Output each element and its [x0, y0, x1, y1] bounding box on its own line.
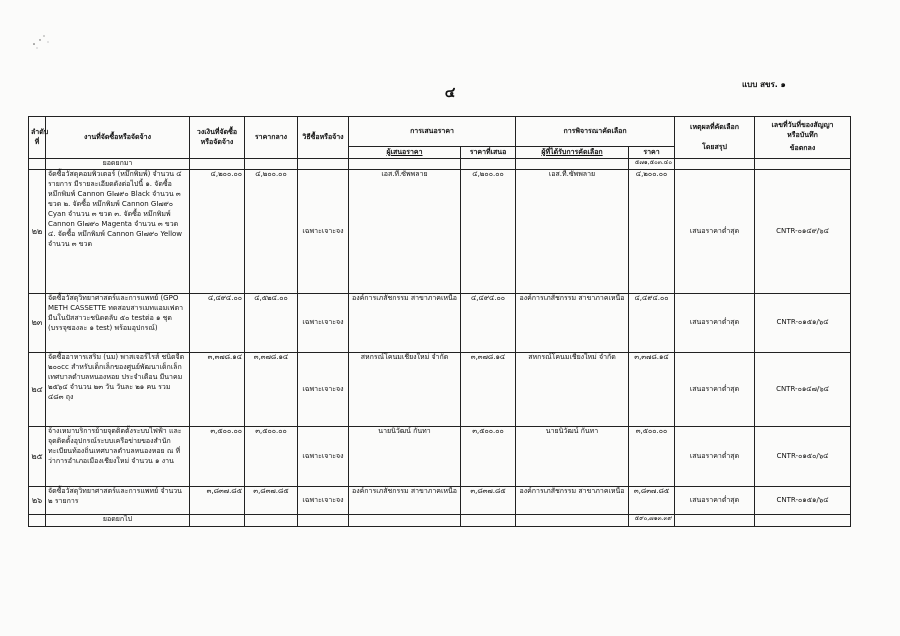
row-select-price: ๔,๔๙๔.๐๐	[629, 294, 675, 353]
row-no: ๒๔	[29, 353, 46, 427]
scan-specks	[28, 30, 68, 56]
row-select-vendor: นายนิวัฒน์ กันทา	[516, 427, 629, 487]
col-header-select-group: การพิจารณาคัดเลือก	[516, 117, 675, 147]
row-budget: ๓,๘๓๗.๘๕	[190, 487, 245, 515]
procurement-table	[28, 116, 851, 527]
row-reason: เสนอราคาต่ำสุด	[675, 427, 755, 487]
row-select-vendor: องค์การเภสัชกรรม สาขาภาคเหนือ	[516, 294, 629, 353]
col-header-reason-line2: โดยสรุป	[702, 142, 727, 151]
col-header-offer-vendor: ผู้เสนอราคา	[349, 147, 461, 159]
carried-forward-amount: ๕๗๑,๕๐๓.๔๐	[629, 159, 675, 170]
col-header-contract-line3: ข้อตกลง	[789, 144, 816, 153]
row-work: จัดซื้อวัสดุวิทยาศาสตร์และการแพทย์ (GPO METH CASSETTE ทดสอบสารเมทแอมเฟตามีนในปัสสาวะชนิดตลับ ๕๐ testต่อ ๑ ชุด (บรรจุซองละ ๑ test) พร้อมอุปกรณ์)	[46, 294, 190, 353]
row-work: จัดซื้ออาหารเสริม (นม) พาสเจอร์ไรส์ ชนิดจืด ๒๐๐cc สำหรับเด็กเล็กของศูนย์พัฒนาเด็กเล็กเทศบาลตำบลหนองหอย ประจำเดือน มีนาคม ๒๕๖๔ จำนวน ๒๓ วัน วันละ ๒๑ คน รวม ๔๘๓ ถุง	[46, 353, 190, 427]
col-header-select-price: ราคา	[629, 147, 675, 159]
row-reason: เสนอราคาต่ำสุด	[675, 170, 755, 294]
row-work: จัดซื้อวัสดุคอมพิวเตอร์ (หมึกพิมพ์) จำนวน ๔ รายการ มีรายละเอียดดังต่อไปนี้ ๑. จัดซื้อ หมึกพิมพ์ Cannon GI๗๙๐ Black จำนวน ๓ ขวด ๒. จัดซื้อ หมึกพิมพ์ Cannon GI๗๙๐ Cyan จำนวน ๓ ขวด ๓. จัดซื้อ หมึกพิมพ์ Cannon GI๗๙๐ Magenta จำนวน ๓ ขวด ๔. จัดซื้อ หมึกพิมพ์ Cannon GI๗๙๐ Yellow จำนวน ๓ ขวด	[46, 170, 190, 294]
row-work: จัดซื้อวัสดุวิทยาศาสตร์และการแพทย์ จำนวน ๒ รายการ	[46, 487, 190, 515]
row-no: ๒๖	[29, 487, 46, 515]
row-select-vendor: องค์การเภสัชกรรม สาขาภาคเหนือ	[516, 487, 629, 515]
col-header-median: ราคากลาง	[245, 117, 298, 159]
table-row	[29, 427, 851, 487]
row-select-price: ๓,๘๓๗.๘๕	[629, 487, 675, 515]
row-offer-vendor: องค์การเภสัชกรรม สาขาภาคเหนือ	[349, 487, 461, 515]
row-contract: CNTR-๐๑๔๙/๖๔	[755, 170, 851, 294]
row-method: เฉพาะเจาะจง	[298, 294, 349, 353]
row-offer-price: ๓,๓๗๘.๑๔	[461, 353, 516, 427]
row-reason: เสนอราคาต่ำสุด	[675, 294, 755, 353]
row-work: จ้างเหมาบริการย้ายจุดติดตั้งระบบไฟฟ้า และจุดติดตั้งอุปกรณ์ระบบเครือข่ายของสำนักทะเบียนท้องถิ่นเทศบาลตำบลหนองหอย ณ ที่ว่าการอำเภอเมืองเชียงใหม่ จำนวน ๑ งาน	[46, 427, 190, 487]
page-number: ๔	[444, 85, 456, 101]
carried-over-amount: ๕๙๐,๗๑๓.๓๙	[629, 515, 675, 527]
col-header-no: ลำดับที่	[29, 117, 46, 159]
row-offer-price: ๔,๔๙๔.๐๐	[461, 294, 516, 353]
col-header-budget-line1: วงเงินที่จัดซื้อ	[196, 127, 238, 136]
row-offer-price: ๔,๒๐๐.๐๐	[461, 170, 516, 294]
row-contract: CNTR-๐๑๔๗/๖๔	[755, 353, 851, 427]
row-median: ๓,๕๐๐.๐๐	[245, 427, 298, 487]
row-contract: CNTR-๐๑๕๑/๖๔	[755, 294, 851, 353]
table-row	[29, 353, 851, 427]
col-header-work: งานที่จัดซื้อหรือจัดจ้าง	[46, 117, 190, 159]
row-budget: ๓,๕๐๐.๐๐	[190, 427, 245, 487]
row-offer-vendor: สหกรณ์โคนมเชียงใหม่ จำกัด	[349, 353, 461, 427]
col-header-offer-price: ราคาที่เสนอ	[461, 147, 516, 159]
row-select-price: ๓,๓๗๘.๑๔	[629, 353, 675, 427]
table-row	[29, 170, 851, 294]
row-offer-vendor: องค์การเภสัชกรรม สาขาภาคเหนือ	[349, 294, 461, 353]
row-method: เฉพาะเจาะจง	[298, 353, 349, 427]
form-code: แบบ สขร. ๑	[742, 80, 786, 89]
row-no: ๒๓	[29, 294, 46, 353]
col-header-contract-line1: เลขที่วันที่ของสัญญา	[771, 120, 834, 129]
row-select-vendor: เอส.ที.ซัพพลาย	[516, 170, 629, 294]
row-offer-vendor: เอส.ที.ซัพพลาย	[349, 170, 461, 294]
row-select-price: ๓,๕๐๐.๐๐	[629, 427, 675, 487]
row-budget: ๔,๒๐๐.๐๐	[190, 170, 245, 294]
row-reason: เสนอราคาต่ำสุด	[675, 487, 755, 515]
table-row	[29, 294, 851, 353]
row-contract: CNTR-๐๑๕๐/๖๔	[755, 427, 851, 487]
col-header-contract-line2: หรือบันทึก	[787, 130, 818, 139]
col-header-method: วิธีซื้อหรือจ้าง	[298, 117, 349, 159]
col-header-offer-group: การเสนอราคา	[349, 117, 516, 147]
carried-over-label: ยอดยกไป	[46, 515, 190, 527]
row-offer-price: ๓,๘๓๗.๘๕	[461, 487, 516, 515]
col-header-reason-line1: เหตุผลที่คัดเลือก	[690, 122, 739, 131]
row-reason: เสนอราคาต่ำสุด	[675, 353, 755, 427]
col-header-budget-line2: หรือจัดจ้าง	[200, 137, 234, 146]
row-median: ๓,๓๗๘.๑๔	[245, 353, 298, 427]
col-header-contract	[755, 117, 851, 159]
table-row	[29, 487, 851, 515]
row-select-price: ๔,๒๐๐.๐๐	[629, 170, 675, 294]
row-budget: ๔,๔๙๔.๐๐	[190, 294, 245, 353]
col-header-budget	[190, 117, 245, 159]
row-contract: CNTR-๐๑๕๑/๖๔	[755, 487, 851, 515]
carried-over-row	[29, 515, 851, 527]
row-offer-price: ๓,๕๐๐.๐๐	[461, 427, 516, 487]
col-header-select-vendor: ผู้ที่ได้รับการคัดเลือก	[516, 147, 629, 159]
row-no: ๒๒	[29, 170, 46, 294]
col-header-reason	[675, 117, 755, 159]
row-select-vendor: สหกรณ์โคนมเชียงใหม่ จำกัด	[516, 353, 629, 427]
row-method: เฉพาะเจาะจง	[298, 170, 349, 294]
carried-forward-row	[29, 159, 851, 170]
row-offer-vendor: นายนิวัฒน์ กันทา	[349, 427, 461, 487]
row-no: ๒๕	[29, 427, 46, 487]
row-median: ๔,๒๐๐.๐๐	[245, 170, 298, 294]
row-median: ๓,๘๓๗.๘๕	[245, 487, 298, 515]
row-method: เฉพาะเจาะจง	[298, 427, 349, 487]
carried-forward-label: ยอดยกมา	[46, 159, 190, 170]
row-budget: ๓,๓๗๘.๑๔	[190, 353, 245, 427]
row-method: เฉพาะเจาะจง	[298, 487, 349, 515]
row-median: ๔,๕๒๔.๐๐	[245, 294, 298, 353]
